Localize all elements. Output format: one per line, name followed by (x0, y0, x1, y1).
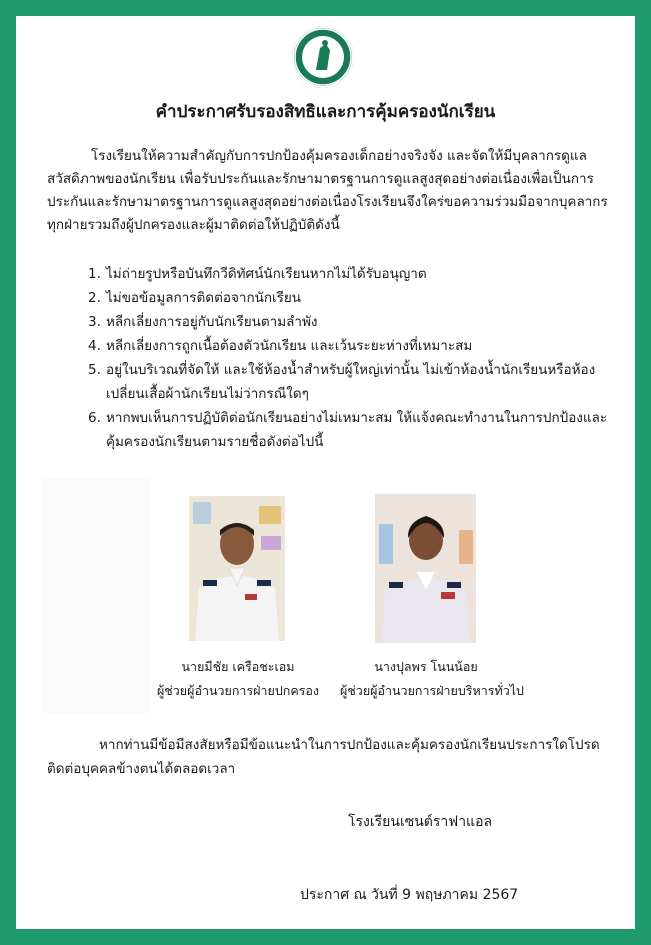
contact-role: ผู้ช่วยผู้อำนวยการฝ่ายปกครอง (156, 683, 320, 698)
closing-paragraph (47, 733, 612, 781)
contact-name: นายมีชัย เครือชะเอม (181, 659, 295, 674)
rule-number: 2. (88, 290, 101, 306)
contact-photo (189, 496, 285, 641)
contact-name: นางปุลพร โนนน้อย (374, 659, 478, 674)
announcement-date: ประกาศ ณ วันที่ 9 พฤษภาคม 2567 (300, 887, 519, 903)
list-item (88, 358, 608, 406)
rule-number: 5. (88, 362, 101, 378)
rule-text: หากพบเห็นการปฏิบัติต่อนักเรียนอย่างไม่เหมาะสม ให้แจ้งคณะทำงานในการปกป้องและคุ้มครองนักเรียนตามรายชื่อดังต่อไปนี้ (106, 410, 608, 450)
list-item (88, 310, 608, 334)
rule-text: หลีกเลี่ยงการถูกเนื้อต้องตัวนักเรียน และเว้นระยะห่างที่เหมาะสม (106, 338, 473, 354)
list-item (88, 334, 608, 358)
contact-role: ผู้ช่วยผู้อำนวยการฝ่ายบริหารทั่วไป (340, 683, 524, 698)
intro-text: โรงเรียนให้ความสำคัญกับการปกป้องคุ้มครองเด็กอย่างจริงจัง และจัดให้มีบุคลากรดูแลสวัสดิภาพของนักเรียน เพื่อรับประกันและรักษามาตรฐานการดูแลสูงสุดอย่างต่อเนื่องเพื่อเป็นการประกันและรักษามาตรฐานการดูแลสูงสุดอย่างต่อเนื่องโรงเรียนจึงใคร่ขอความร่วมมือจากบุคลากรทุกฝ่ายรวมถึงผู้ปกครองและผู้มาติดต่อให้ปฏิบัติดังนี้ (47, 148, 608, 233)
rule-number: 6. (88, 410, 101, 426)
page-title: คำประกาศรับรองสิทธิและการคุ้มครองนักเรียน (155, 102, 496, 122)
rule-number: 3. (88, 314, 101, 330)
rule-number: 1. (88, 266, 101, 282)
contact-photo (375, 494, 476, 643)
intro-paragraph (47, 145, 612, 237)
rule-text: หลีกเลี่ยงการอยู่กับนักเรียนตามลำพัง (106, 314, 318, 330)
school-name: โรงเรียนเซนต์ราฟาแอล (348, 814, 493, 830)
photo-placeholder (42, 477, 150, 713)
rules-list (88, 262, 608, 454)
list-item (88, 262, 608, 286)
rule-text: ไม่ถ่ายรูปหรือบันทึกวีดิทัศน์นักเรียนหากไม่ได้รับอนุญาต (106, 266, 427, 282)
rule-number: 4. (88, 338, 101, 354)
closing-text: หากท่านมีข้อมีสงสัยหรือมีข้อแนะนำในการปกป้องและคุ้มครองนักเรียนประการใดโปรดติดต่อบุคคลข้างตนได้ตลอดเวลา (47, 737, 600, 777)
list-item (88, 406, 608, 454)
rule-text: อยู่ในบริเวณที่จัดให้ และใช้ห้องน้ำสำหรับผู้ใหญ่เท่านั้น ไม่เข้าห้องน้ำนักเรียนหรือห้องเปลี่ยนเสื้อผ้านักเรียนไม่ว่ากรณีใดๆ (106, 362, 596, 402)
school-logo (292, 26, 354, 88)
list-item (88, 286, 608, 310)
rule-text: ไม่ขอข้อมูลการติดต่อจากนักเรียน (106, 290, 302, 306)
